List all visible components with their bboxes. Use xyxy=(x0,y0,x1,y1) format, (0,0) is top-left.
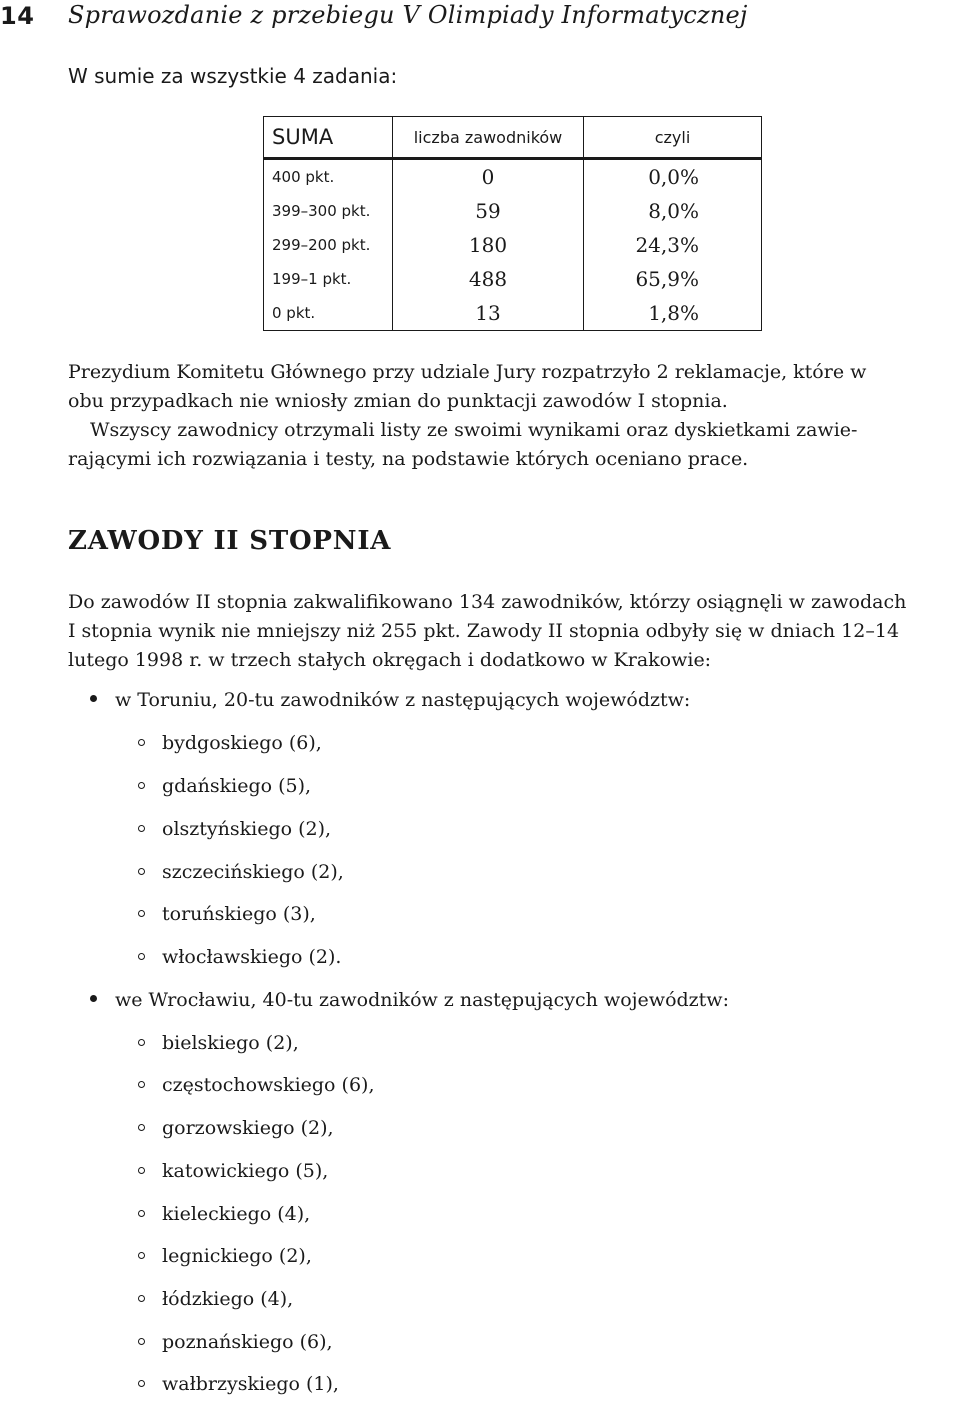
paragraph-line: rającymi ich rozwiązania i testy, na podstawie których oceniano prace. xyxy=(68,448,749,470)
cell-range: 299–200 pkt. xyxy=(264,228,393,262)
table-row xyxy=(264,262,762,296)
cell-percent: 8,0% xyxy=(648,199,699,223)
list-item-label: olsztyńskiego (2), xyxy=(162,818,332,840)
section-paragraph xyxy=(68,588,958,675)
list-item xyxy=(138,1203,310,1225)
bullet-icon xyxy=(90,995,97,1002)
reclamation-paragraph xyxy=(68,358,958,474)
list-item-label: katowickiego (5), xyxy=(162,1160,329,1182)
circle-bullet-icon xyxy=(138,910,145,917)
list-item-label: łódzkiego (4), xyxy=(162,1288,294,1310)
bullet-icon xyxy=(90,695,97,702)
table-row xyxy=(264,296,762,331)
list-item xyxy=(138,1117,334,1139)
circle-bullet-icon xyxy=(138,868,145,875)
list-item-label: we Wrocławiu, 40-tu zawodników z następujących województw: xyxy=(115,989,729,1011)
paragraph-line: obu przypadkach nie wniosły zmian do punktacji zawodów I stopnia. xyxy=(68,390,728,412)
table-row xyxy=(264,194,762,228)
circle-bullet-icon xyxy=(138,1338,145,1345)
circle-bullet-icon xyxy=(138,1252,145,1259)
list-item-label: szczecińskiego (2), xyxy=(162,861,344,883)
circle-bullet-icon xyxy=(138,953,145,960)
list-item-label: bydgoskiego (6), xyxy=(162,732,322,754)
circle-bullet-icon xyxy=(138,1380,145,1387)
list-item-label: legnickiego (2), xyxy=(162,1245,312,1267)
list-item-label: toruńskiego (3), xyxy=(162,903,316,925)
list-item-label: poznańskiego (6), xyxy=(162,1331,333,1353)
cell-percent: 24,3% xyxy=(635,233,699,257)
list-item-label: częstochowskiego (6), xyxy=(162,1074,375,1096)
list-item xyxy=(90,689,690,711)
list-item-label: gdańskiego (5), xyxy=(162,775,312,797)
paragraph-line: I stopnia wynik nie mniejszy niż 255 pkt. Zawody II stopnia odbyły się w dniach 12–14 xyxy=(68,620,900,642)
list-item xyxy=(138,732,322,754)
list-item xyxy=(138,1074,374,1096)
list-item xyxy=(138,1160,328,1182)
page-header xyxy=(0,0,960,40)
circle-bullet-icon xyxy=(138,1210,145,1217)
list-item xyxy=(138,1288,293,1310)
intro-text: W sumie za wszystkie 4 zadania: xyxy=(68,64,398,88)
cell-count: 59 xyxy=(393,194,584,228)
cell-range: 399–300 pkt. xyxy=(264,194,393,228)
list-item-label: bielskiego (2), xyxy=(162,1032,299,1054)
circle-bullet-icon xyxy=(138,782,145,789)
header-count: liczba zawodników xyxy=(393,117,584,159)
table-row xyxy=(264,228,762,262)
circle-bullet-icon xyxy=(138,1039,145,1046)
list-item xyxy=(138,1331,333,1353)
table-header-row xyxy=(264,117,762,159)
table-row xyxy=(264,159,762,195)
cell-count: 0 xyxy=(393,159,584,195)
list-item-label: włocławskiego (2). xyxy=(162,946,342,968)
list-item xyxy=(138,818,331,840)
list-item xyxy=(138,1373,339,1395)
paragraph-line: Wszyscy zawodnicy otrzymali listy ze swoimi wynikami oraz dyskietkami zawie- xyxy=(90,419,858,441)
page-number: 14 xyxy=(0,2,35,30)
list-item xyxy=(138,1032,299,1054)
cell-range: 400 pkt. xyxy=(264,159,393,195)
cell-count: 180 xyxy=(393,228,584,262)
paragraph-line: Prezydium Komitetu Głównego przy udziale Jury rozpatrzyło 2 reklamacje, które w xyxy=(68,361,867,383)
cell-range: 0 pkt. xyxy=(264,296,393,331)
paragraph-line: lutego 1998 r. w trzech stałych okręgach i dodatkowo w Krakowie: xyxy=(68,649,712,671)
list-item xyxy=(138,861,344,883)
circle-bullet-icon xyxy=(138,1295,145,1302)
list-item-label: kieleckiego (4), xyxy=(162,1203,311,1225)
cell-range: 199–1 pkt. xyxy=(264,262,393,296)
header-suma: SUMA xyxy=(264,117,393,159)
list-item-label: wałbrzyskiego (1), xyxy=(162,1373,339,1395)
header-percent: czyli xyxy=(584,117,762,159)
section-heading: ZAWODY II STOPNIA xyxy=(68,526,392,556)
list-item xyxy=(90,989,729,1011)
cell-percent: 0,0% xyxy=(648,165,699,189)
list-item-label: w Toruniu, 20-tu zawodników z następujących województw: xyxy=(115,689,691,711)
running-title: Sprawozdanie z przebiegu V Olimpiady Informatycznej xyxy=(68,1,748,29)
list-item xyxy=(138,1245,312,1267)
list-item xyxy=(138,946,341,968)
list-item xyxy=(138,903,316,925)
cell-percent: 65,9% xyxy=(635,267,699,291)
circle-bullet-icon xyxy=(138,1081,145,1088)
paragraph-line: Do zawodów II stopnia zakwalifikowano 134 zawodników, którzy osiągnęli w zawodach xyxy=(68,591,907,613)
cell-count: 488 xyxy=(393,262,584,296)
circle-bullet-icon xyxy=(138,1124,145,1131)
list-item-label: gorzowskiego (2), xyxy=(162,1117,334,1139)
circle-bullet-icon xyxy=(138,739,145,746)
score-summary-table xyxy=(263,116,762,331)
circle-bullet-icon xyxy=(138,1167,145,1174)
circle-bullet-icon xyxy=(138,825,145,832)
cell-percent: 1,8% xyxy=(648,301,699,325)
cell-count: 13 xyxy=(393,296,584,331)
list-item xyxy=(138,775,311,797)
